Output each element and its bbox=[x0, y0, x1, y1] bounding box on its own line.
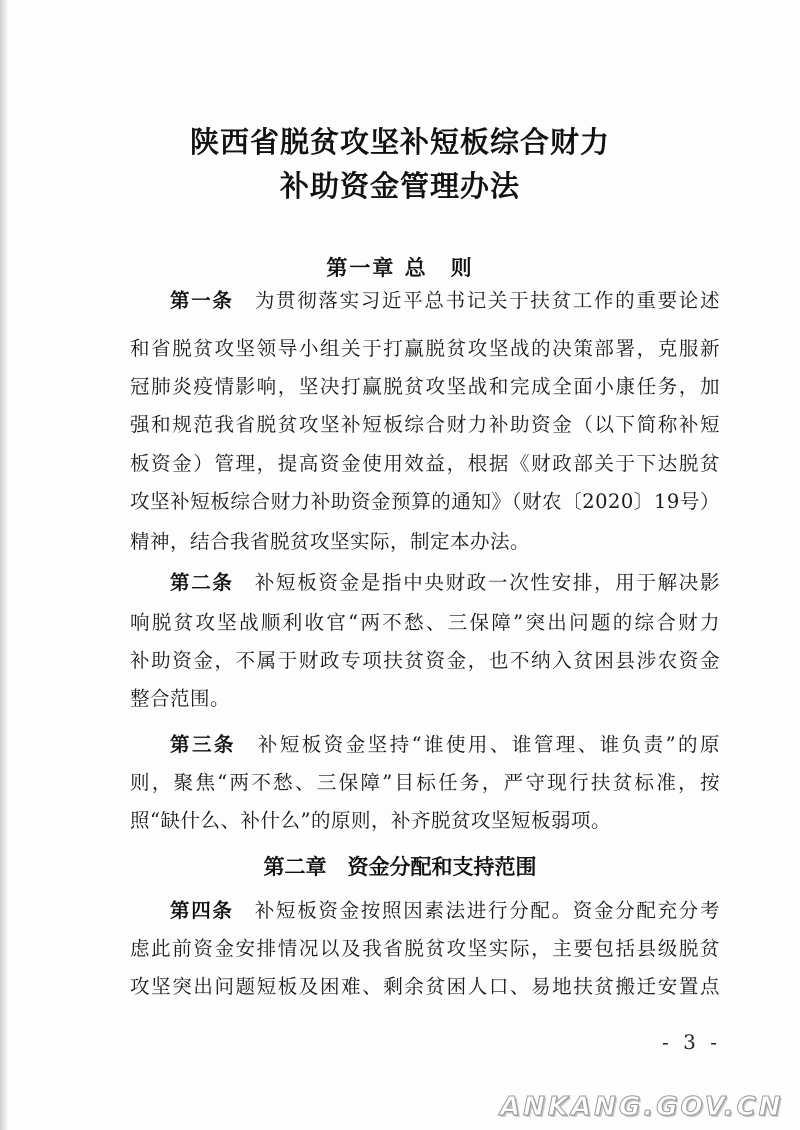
article-1-line: 强和规范我省脱贫攻坚补短板综合财力补助资金（以下简称补短 bbox=[130, 413, 720, 436]
article-2-lead-text: 补短板资金是指中央财政一次性安排，用于解决影 bbox=[254, 571, 720, 594]
document-title-line1: 陕西省脱贫攻坚补短板综合财力 bbox=[189, 125, 610, 159]
article-4-line: 虑此前资金安排情况以及我省脱贫攻坚实际，主要包括县级脱贫 bbox=[130, 937, 720, 960]
article-3-first-line bbox=[170, 730, 720, 760]
article-1-line: 板资金）管理，提高资金使用效益，根据《财政部关于下达脱贫 bbox=[130, 452, 720, 475]
article-4-first-line bbox=[170, 896, 720, 926]
article-3-heading: 第三条 bbox=[170, 733, 236, 756]
article-3-lead-text: 补短板资金坚持“谁使用、谁管理、谁负责”的原 bbox=[257, 733, 720, 756]
site-watermark: ANKANG.GOV.CN bbox=[500, 1092, 784, 1122]
article-2-line: 补助资金，不属于财政专项扶贫资金，也不纳入贫困县涉农资金 bbox=[130, 649, 720, 672]
page-number: - 3 - bbox=[662, 1030, 721, 1054]
chapter-2-heading: 第二章 资金分配和支持范围 bbox=[263, 855, 537, 879]
article-2-first-line bbox=[170, 568, 720, 598]
article-1-line: 精神，结合我省脱贫攻坚实际，制定本办法。 bbox=[130, 530, 531, 553]
article-4-line: 攻坚突出问题短板及困难、剩余贫困人口、易地扶贫搬迁安置点 bbox=[130, 975, 720, 998]
article-3-line: 则，聚焦“两不愁、三保障”目标任务，严守现行扶贫标准，按 bbox=[130, 771, 720, 794]
document-title-line2: 补助资金管理办法 bbox=[279, 169, 520, 203]
article-2-line: 响脱贫攻坚战顺利收官“两不愁、三保障”突出问题的综合财力 bbox=[130, 611, 720, 634]
article-2-heading: 第二条 bbox=[170, 571, 234, 594]
chapter-1-heading: 第一章 总 则 bbox=[326, 256, 474, 280]
article-1-heading: 第一条 bbox=[170, 289, 234, 312]
article-4-lead-text: 补短板资金按照因素法进行分配。资金分配充分考 bbox=[254, 899, 720, 922]
article-4-heading: 第四条 bbox=[170, 899, 234, 922]
article-1-line: 攻坚补短板综合财力补助资金预算的通知》（财农〔2020〕19号） bbox=[130, 490, 720, 513]
article-1-line: 和省脱贫攻坚领导小组关于打赢脱贫攻坚战的决策部署，克服新 bbox=[130, 337, 720, 360]
article-1-lead-text: 为贯彻落实习近平总书记关于扶贫工作的重要论述 bbox=[254, 289, 720, 312]
article-1-line: 冠肺炎疫情影响，坚决打赢脱贫攻坚战和完成全面小康任务，加 bbox=[130, 375, 720, 398]
article-3-line: 照“缺什么、补什么”的原则，补齐脱贫攻坚短板弱项。 bbox=[130, 809, 611, 832]
article-1-first-line bbox=[170, 286, 720, 316]
article-2-line: 整合范围。 bbox=[130, 687, 231, 710]
